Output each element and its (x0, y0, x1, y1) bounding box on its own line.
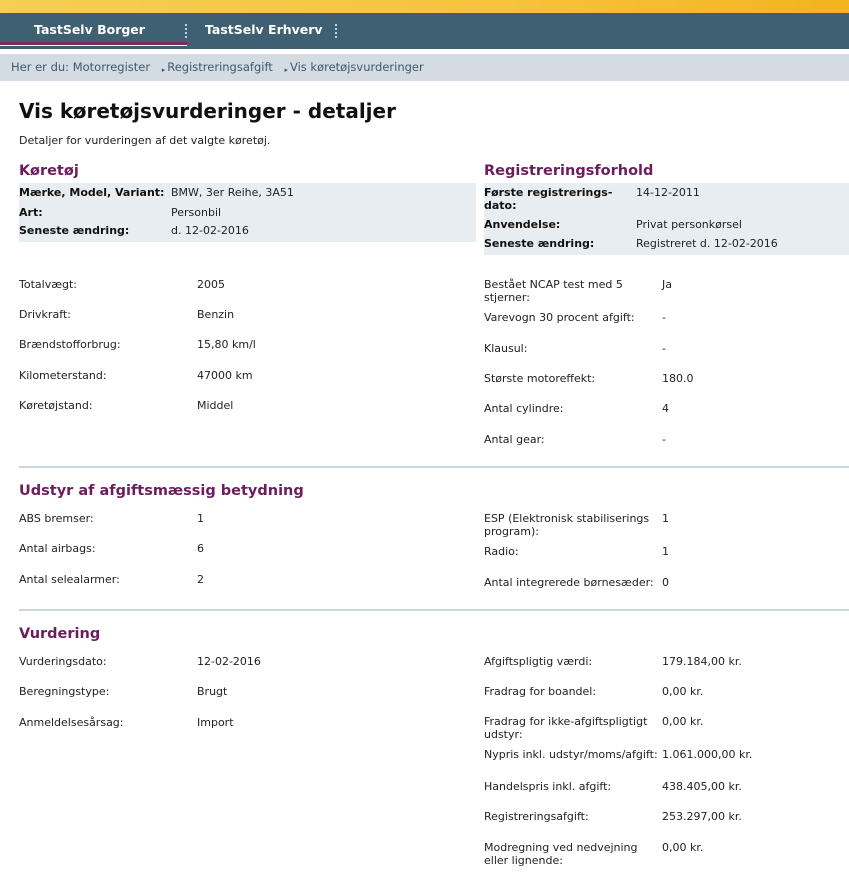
detail-label: Totalvægt: (19, 278, 78, 291)
koretoj-label: Mærke, Model, Variant: (19, 186, 165, 199)
breadcrumb-registreringsafgift[interactable]: Registreringsafgift (167, 60, 273, 74)
vurdering-value: 253.297,00 kr. (662, 810, 742, 823)
koretoj-value: Personbil (171, 206, 222, 219)
vurdering-label: Fradrag for boandel: (484, 685, 597, 698)
detail-value: Ja (662, 278, 672, 291)
registrering-label: Anvendelse: (484, 218, 561, 231)
section-heading-registreringsforhold: Registreringsforhold (484, 163, 654, 179)
vurdering-value: 1.061.000,00 kr. (662, 748, 753, 761)
breadcrumb-arrow-icon: ▸ (284, 66, 288, 74)
vurdering-label: Handelspris inkl. afgift: (484, 780, 612, 793)
detail-label: Klausul: (484, 342, 528, 355)
udstyr-label: ESP (Elektronisk stabiliserings program): (484, 512, 650, 538)
detail-value: 15,80 km/l (197, 338, 256, 351)
active-tab-underline (0, 42, 187, 46)
detail-label: Bestået NCAP test med 5 stjerner: (484, 278, 623, 304)
registrering-value: Registreret d. 12-02-2016 (636, 237, 778, 250)
koretoj-value: d. 12-02-2016 (171, 224, 249, 237)
udstyr-label: ABS bremser: (19, 512, 94, 525)
section-heading-udstyr: Udstyr af afgiftsmæssig betydning (19, 483, 304, 499)
page-description: Detaljer for vurderingen af det valgte køretøj. (19, 134, 271, 147)
tab-separator (335, 24, 337, 38)
vurdering-label: Registreringsafgift: (484, 810, 589, 823)
detail-value: Middel (197, 399, 234, 412)
koretoj-value: BMW, 3er Reihe, 3A51 (171, 186, 294, 199)
section-heading-vurdering: Vurdering (19, 626, 101, 642)
koretoj-label: Art: (19, 206, 43, 219)
vurdering-value: 0,00 kr. (662, 841, 704, 854)
detail-value: Benzin (197, 308, 235, 321)
registrering-label: Første registrerings-dato: (484, 186, 613, 212)
vurdering-label: Beregningstype: (19, 685, 110, 698)
tab-separator (185, 24, 187, 38)
udstyr-label: Antal airbags: (19, 542, 96, 555)
udstyr-label: Radio: (484, 545, 519, 558)
tab-tastselv-borger[interactable] (0, 13, 187, 49)
page-title: Vis køretøjsvurderinger - detaljer (19, 99, 396, 123)
vurdering-label: Anmeldelsesårsag: (19, 716, 124, 729)
udstyr-label: Antal selealarmer: (19, 573, 120, 586)
vurdering-label: Vurderingsdato: (19, 655, 107, 668)
udstyr-value: 1 (197, 512, 204, 525)
vurdering-label: Afgiftspligtig værdi: (484, 655, 593, 668)
detail-label: Kilometerstand: (19, 369, 107, 382)
tab-tastselv-erhverv[interactable] (190, 13, 335, 49)
vurdering-value: 0,00 kr. (662, 715, 704, 728)
detail-value: - (662, 342, 666, 355)
detail-label: Største motoreffekt: (484, 372, 596, 385)
vurdering-label: Nypris inkl. udstyr/moms/afgift: (484, 748, 658, 761)
detail-value: - (662, 311, 666, 324)
vurdering-value: Import (197, 716, 234, 729)
detail-value: 4 (662, 402, 669, 415)
detail-label: Varevogn 30 procent afgift: (484, 311, 635, 324)
breadcrumb-prefix: Her er du: (11, 60, 70, 74)
registrering-value: Privat personkørsel (636, 218, 742, 231)
breadcrumb-motorregister[interactable]: Motorregister (72, 60, 151, 74)
koretoj-label: Seneste ændring: (19, 224, 130, 237)
detail-value: 47000 km (197, 369, 253, 382)
detail-value: 180.0 (662, 372, 694, 385)
tab-borger-label: TastSelv Borger (34, 22, 145, 37)
detail-label: Køretøjstand: (19, 399, 93, 412)
top-brand-stripe (0, 0, 849, 13)
vurdering-value: 0,00 kr. (662, 685, 704, 698)
vurdering-value: 12-02-2016 (197, 655, 261, 668)
udstyr-label: Antal integrerede børnesæder: (484, 576, 654, 589)
detail-label: Drivkraft: (19, 308, 71, 321)
vurdering-label: Fradrag for ikke-afgiftspligtigt udstyr: (484, 715, 648, 741)
breadcrumb (0, 54, 849, 81)
section-heading-koretoj: Køretøj (19, 163, 79, 179)
udstyr-value: 2 (197, 573, 204, 586)
udstyr-value: 6 (197, 542, 204, 555)
detail-value: - (662, 433, 666, 446)
detail-value: 2005 (197, 278, 225, 291)
udstyr-value: 1 (662, 512, 669, 525)
registrering-value: 14-12-2011 (636, 186, 700, 199)
breadcrumb-arrow-icon: ▸ (161, 66, 166, 74)
detail-label: Antal cylindre: (484, 402, 564, 415)
section-divider (19, 609, 849, 611)
detail-label: Brændstofforbrug: (19, 338, 121, 351)
udstyr-value: 1 (662, 545, 669, 558)
vurdering-label: Modregning ved nedvejning eller lignende: (484, 841, 638, 867)
registrering-label: Seneste ændring: (484, 237, 595, 250)
vurdering-value: 438.405,00 kr. (662, 780, 742, 793)
vurdering-value: Brugt (197, 685, 228, 698)
breadcrumb-current-page[interactable]: Vis køretøjsvurderinger (289, 60, 424, 74)
vurdering-value: 179.184,00 kr. (662, 655, 742, 668)
top-navigation (0, 13, 849, 49)
udstyr-value: 0 (662, 576, 669, 589)
detail-label: Antal gear: (484, 433, 545, 446)
section-divider (19, 466, 849, 468)
tab-erhverv-label: TastSelv Erhverv (205, 22, 323, 37)
